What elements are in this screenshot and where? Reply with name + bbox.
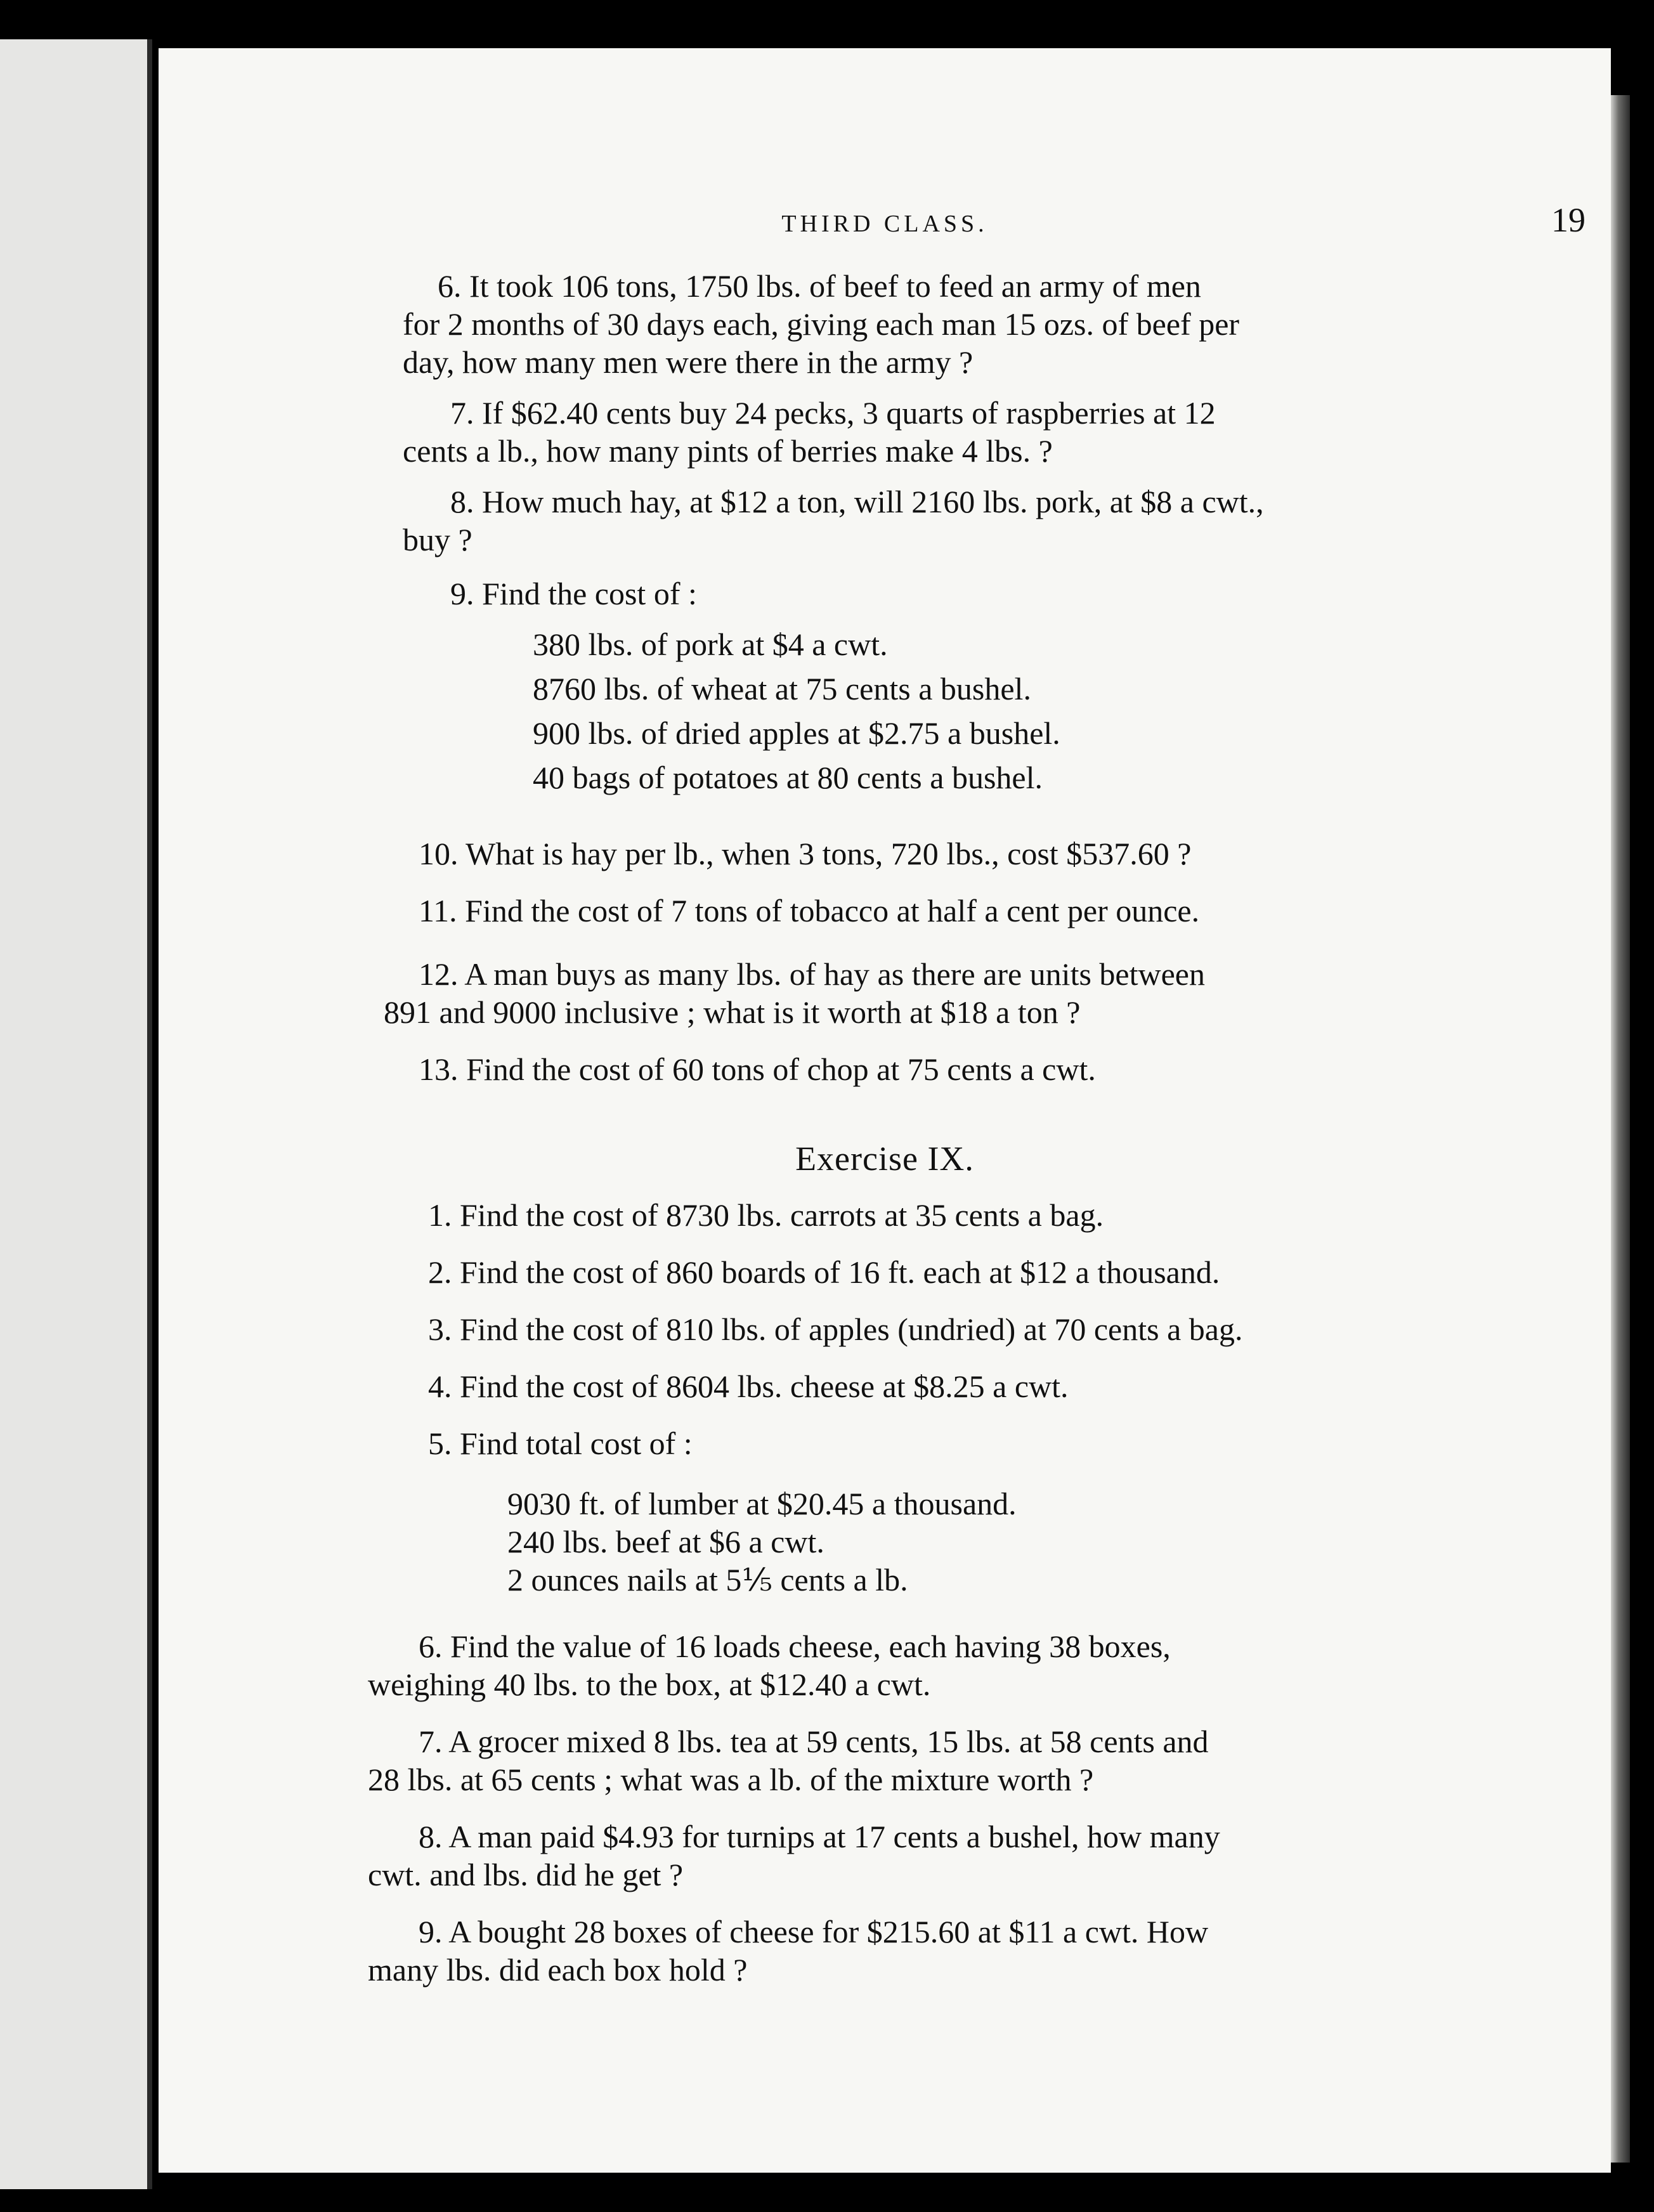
book-page [159,48,1611,2173]
text-line: 6. It took 106 tons, 1750 lbs. of beef to feed an army of men [438,268,1201,304]
text-line: buy ? [403,522,472,557]
exercise-heading: Exercise IX. [795,1140,974,1178]
text-line: 9030 ft. of lumber at $20.45 a thousand. [507,1486,1017,1521]
running-header: THIRD CLASS. [781,211,988,237]
text-line: 4. Find the cost of 8604 lbs. cheese at $8.25 a cwt. [428,1369,1069,1404]
text-line: 13. Find the cost of 60 tons of chop at 75 cents a cwt. [419,1051,1096,1087]
text-line: 7. If $62.40 cents buy 24 pecks, 3 quarts of raspberries at 12 [450,395,1216,431]
text-line: 8. A man paid $4.93 for turnips at 17 cents a bushel, how many [419,1819,1220,1854]
text-line: 5. Find total cost of : [428,1426,693,1461]
text-line: 9. Find the cost of : [450,576,697,611]
text-line: for 2 months of 30 days each, giving each man 15 ozs. of beef per [403,306,1240,342]
text-line: 28 lbs. at 65 cents ; what was a lb. of the mixture worth ? [368,1762,1094,1797]
text-line: many lbs. did each box hold ? [368,1952,748,1988]
text-line: 9. A bought 28 boxes of cheese for $215.60 at $11 a cwt. How [419,1914,1209,1949]
text-line: 380 lbs. of pork at $4 a cwt. [533,627,888,662]
text-line: 6. Find the value of 16 loads cheese, each having 38 boxes, [419,1629,1171,1664]
text-line: 11. Find the cost of 7 tons of tobacco at half a cent per ounce. [419,893,1200,928]
text-line: 10. What is hay per lb., when 3 tons, 720 lbs., cost $537.60 ? [419,836,1192,871]
text-line: 12. A man buys as many lbs. of hay as there are units between [419,956,1205,992]
text-line: cwt. and lbs. did he get ? [368,1857,684,1892]
text-line: day, how many men were there in the army ? [403,344,974,380]
page-edge-shadow [1611,95,1630,2163]
text-line: 2 ounces nails at 5⅕ cents a lb. [507,1562,908,1597]
text-line: 40 bags of potatoes at 80 cents a bushel. [533,760,1043,795]
text-line: 7. A grocer mixed 8 lbs. tea at 59 cents, 15 lbs. at 58 cents and [419,1724,1209,1759]
text-line: cents a lb., how many pints of berries make 4 lbs. ? [403,433,1053,469]
page-number: 19 [1551,201,1586,239]
text-line: 2. Find the cost of 860 boards of 16 ft. each at $12 a thousand. [428,1254,1220,1290]
text-line: 240 lbs. beef at $6 a cwt. [507,1524,824,1559]
text-line: 3. Find the cost of 810 lbs. of apples (undried) at 70 cents a bag. [428,1311,1243,1347]
text-line: weighing 40 lbs. to the box, at $12.40 a cwt. [368,1667,931,1702]
text-line: 8. How much hay, at $12 a ton, will 2160 lbs. pork, at $8 a cwt., [450,484,1264,519]
left-page-edge [0,39,152,2189]
text-line: 900 lbs. of dried apples at $2.75 a bushel. [533,715,1060,751]
text-line: 1. Find the cost of 8730 lbs. carrots at 35 cents a bag. [428,1197,1104,1233]
text-line: 8760 lbs. of wheat at 75 cents a bushel. [533,671,1031,706]
text-line: 891 and 9000 inclusive ; what is it worth at $18 a ton ? [384,994,1081,1030]
